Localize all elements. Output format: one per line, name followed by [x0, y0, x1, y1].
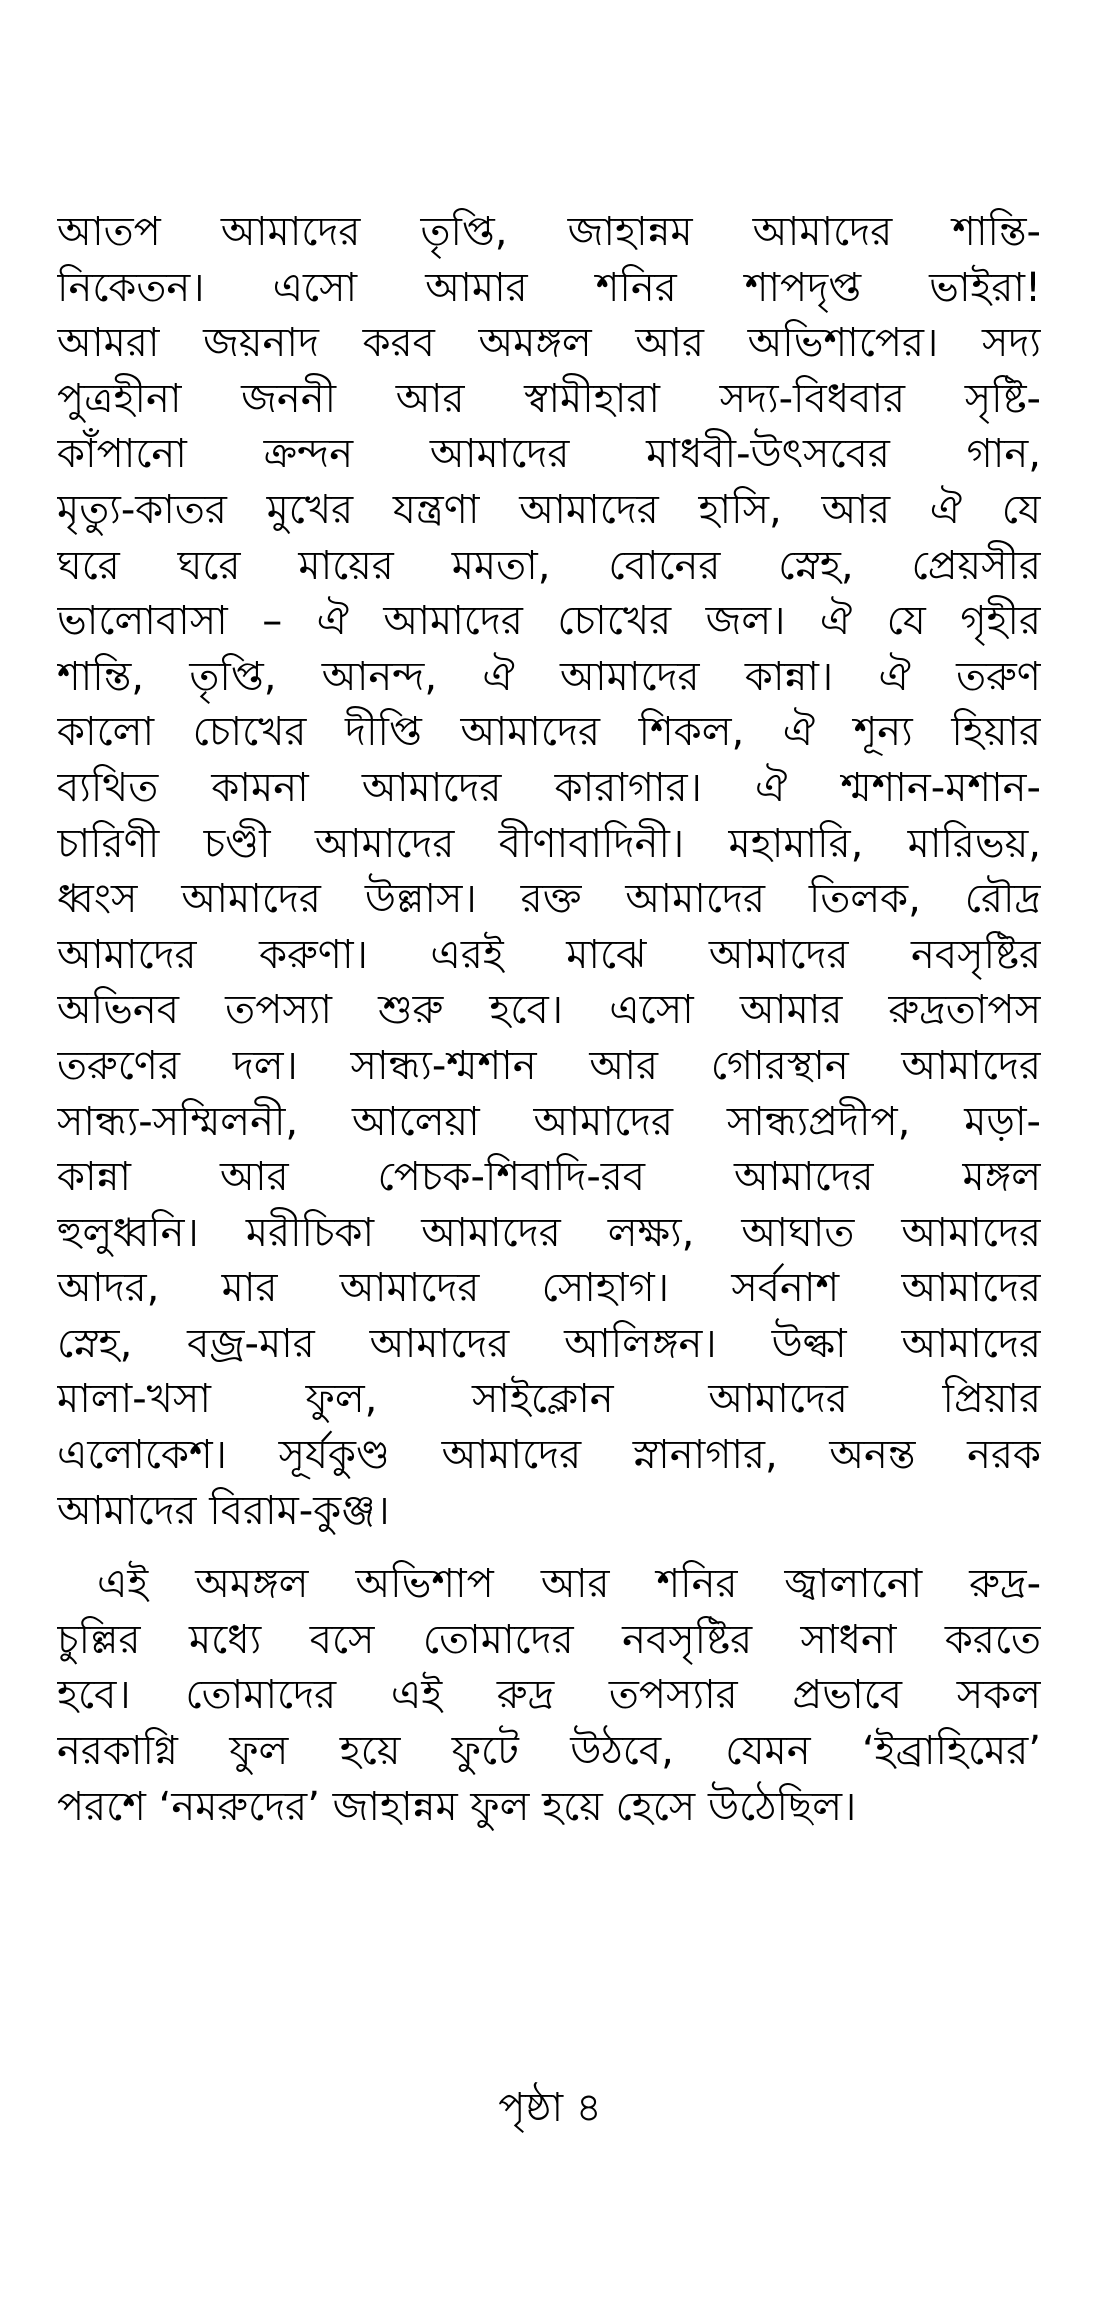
- text-line: তরুণের দল। সান্ধ্য-শ্মশান আর গোরস্থান আমাদের: [57, 1042, 1041, 1089]
- text-line: স্নেহ, বজ্র-মার আমাদের আলিঙ্গন। উল্কা আমাদের: [57, 1320, 1041, 1367]
- text-line: মৃত্যু-কাতর মুখের যন্ত্রণা আমাদের হাসি, আর ঐ যে: [57, 486, 1041, 533]
- text-line: অভিনব তপস্যা শুরু হবে। এসো আমার রুদ্রতাপস: [57, 987, 1041, 1034]
- text-line: হবে। তোমাদের এই রুদ্র তপস্যার প্রভাবে সকল: [57, 1672, 1041, 1719]
- text-line: আমাদের বিরাম-কুঞ্জ।: [57, 1487, 390, 1534]
- page-body: [57, 205, 1041, 1835]
- page-number: পৃষ্ঠা ৪: [498, 2085, 602, 2131]
- text-line: কান্না আর পেচক-শিবাদি-রব আমাদের মঙ্গল: [57, 1154, 1041, 1201]
- text-line: পুত্রহীনা জননী আর স্বামীহারা সদ্য-বিধবার সৃষ্টি-: [57, 375, 1041, 422]
- text-line: হুলুধ্বনি। মরীচিকা আমাদের লক্ষ্য, আঘাত আমাদের: [57, 1209, 1041, 1256]
- text-line: চুল্লির মধ্যে বসে তোমাদের নবসৃষ্টির সাধনা করতে: [57, 1616, 1041, 1663]
- text-line: কালো চোখের দীপ্তি আমাদের শিকল, ঐ শূন্য হিয়ার: [57, 709, 1041, 756]
- text-line: মালা-খসা ফুল, সাইক্লোন আমাদের প্রিয়ার: [57, 1376, 1041, 1423]
- text-body: [57, 205, 1041, 1835]
- paragraph-1: [57, 205, 1041, 1539]
- text-line: আতপ আমাদের তৃপ্তি, জাহান্নম আমাদের শান্তি-: [57, 209, 1041, 255]
- text-line: পরশে ‘নমরুদের’ জাহান্নম ফুল হয়ে হেসে উঠেছিল।: [57, 1783, 857, 1830]
- text-line: ভালোবাসা – ঐ আমাদের চোখের জল। ঐ যে গৃহীর: [57, 598, 1041, 645]
- text-line: এলোকেশ। সূর্যকুণ্ড আমাদের স্নানাগার, অনন্ত নরক: [57, 1432, 1041, 1479]
- text-line: কাঁপানো ক্রন্দন আমাদের মাধবী-উৎসবের গান,: [57, 431, 1041, 478]
- text-line: ধ্বংস আমাদের উল্লাস। রক্ত আমাদের তিলক, রৌদ্র: [57, 876, 1041, 923]
- paragraph-2: [57, 1557, 1041, 1835]
- text-line: শান্তি, তৃপ্তি, আনন্দ, ঐ আমাদের কান্না। ঐ তরুণ: [57, 653, 1041, 700]
- text-line: আমাদের করুণা। এরই মাঝে আমাদের নবসৃষ্টির: [57, 931, 1041, 978]
- text-line: সান্ধ্য-সম্মিলনী, আলেয়া আমাদের সান্ধ্যপ্রদীপ, মড়া-: [57, 1098, 1041, 1145]
- text-line: চারিণী চণ্ডী আমাদের বীণাবাদিনী। মহামারি, মারিভয়,: [57, 820, 1041, 867]
- text-line: এই অমঙ্গল অভিশাপ আর শনির জ্বালানো রুদ্র-: [97, 1561, 1041, 1608]
- text-line: নরকাগ্নি ফুল হয়ে ফুটে উঠবে, যেমন ‘ইব্রাহিমের’: [57, 1728, 1041, 1775]
- text-line: আদর, মার আমাদের সোহাগ। সর্বনাশ আমাদের: [57, 1265, 1041, 1312]
- text-line: ঘরে ঘরে মায়ের মমতা, বোনের স্নেহ, প্রেয়সীর: [57, 542, 1041, 589]
- text-line: ব্যথিত কামনা আমাদের কারাগার। ঐ শ্মশান-মশান-: [57, 764, 1041, 811]
- text-line: নিকেতন। এসো আমার শনির শাপদৃপ্ত ভাইরা!: [57, 264, 1041, 311]
- text-line: আমরা জয়নাদ করব অমঙ্গল আর অভিশাপের। সদ্য: [57, 320, 1041, 367]
